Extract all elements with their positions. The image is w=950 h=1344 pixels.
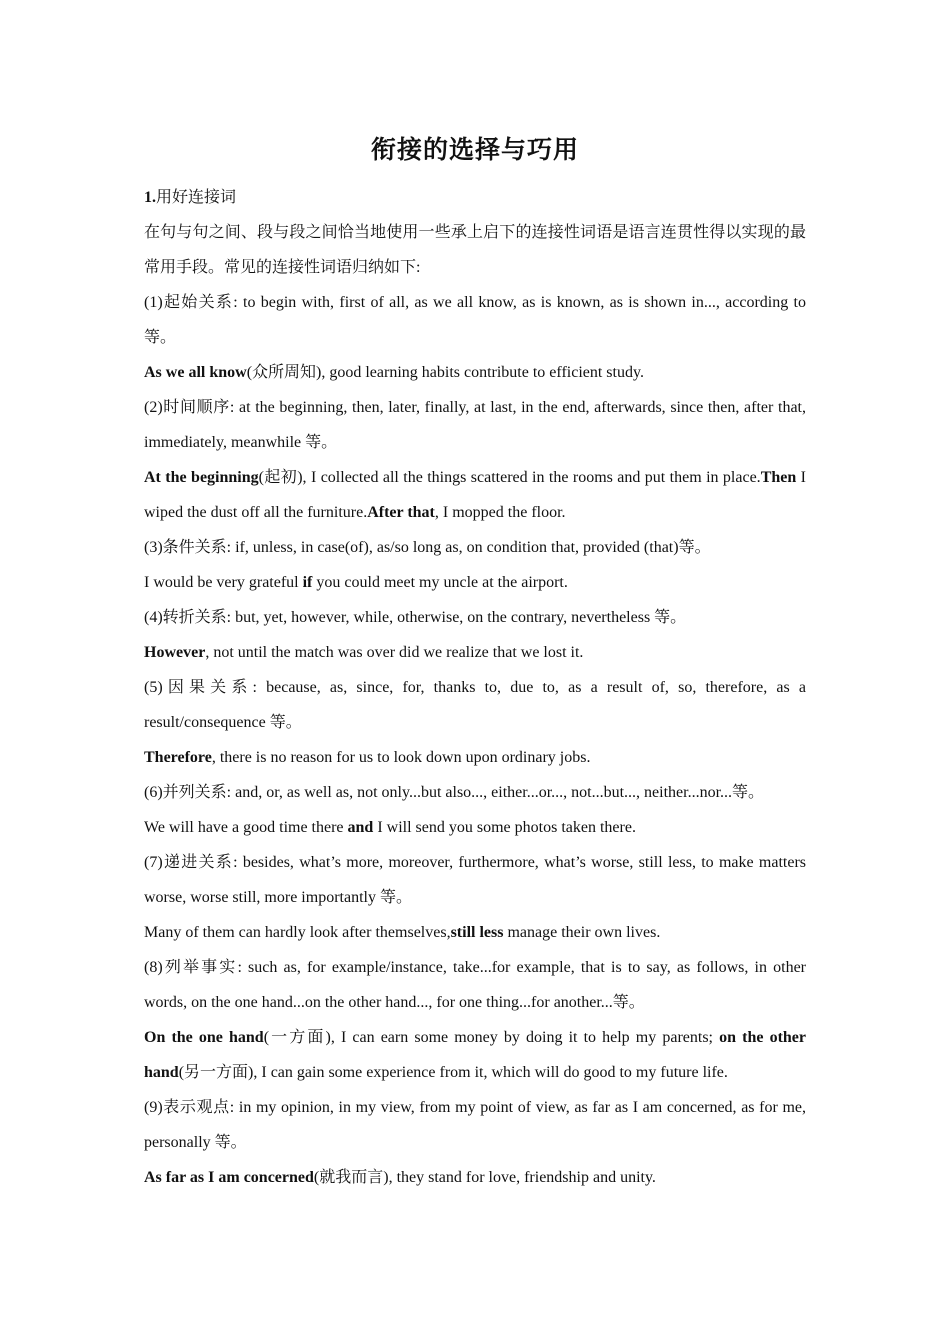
example-sentence: [144, 355, 806, 390]
section-heading-text: 用好连接词: [156, 189, 237, 206]
example-text: , there is no reason for us to look down upon ordinary jobs.: [211, 749, 591, 766]
highlighted-connective: As we all know: [144, 364, 247, 381]
connective-rule: (4)转折关系: but, yet, however, while, otherwise, on the contrary, nevertheless 等。: [144, 609, 687, 626]
example-text: (一方面), I can earn some money by doing it to help my parents;: [263, 1029, 720, 1046]
example-sentence: [144, 1160, 806, 1195]
example-text: manage their own lives.: [503, 924, 661, 941]
example-text: I would be very grateful: [144, 574, 303, 591]
highlighted-connective: Then: [760, 469, 797, 486]
example-text: I will send you some photos taken there.: [373, 819, 636, 836]
example-text: (就我而言), they stand for love, friendship and unity.: [313, 1169, 656, 1186]
connective-rule: (2)时间顺序: at the beginning, then, later, finally, at last, in the end, afterwards, since then, after that, immediately, meanwhile 等。: [144, 399, 806, 451]
connective-rule: (3)条件关系: if, unless, in case(of), as/so long as, on condition that, provided (that)等。: [144, 539, 711, 556]
highlighted-connective: As far as I am concerned: [144, 1169, 314, 1186]
example-text: you could meet my uncle at the airport.: [312, 574, 568, 591]
highlighted-connective: if: [302, 574, 313, 591]
section-heading: [144, 180, 806, 215]
example-text: , not until the match was over did we realize that we lost it.: [205, 644, 584, 661]
highlighted-connective: However: [144, 644, 206, 661]
highlighted-connective: still less: [450, 924, 504, 941]
connective-rule: (6)并列关系: and, or, as well as, not only...but also..., either...or..., not...but..., neither...nor...等。: [144, 784, 765, 801]
connective-rule: (5)因果关系: because, as, since, for, thanks to, due to, as a result of, so, therefore, as a result/consequence 等。: [144, 679, 806, 731]
example-sentence: [144, 915, 806, 950]
example-text: I wiped the dust off all the furniture.: [144, 469, 807, 521]
example-text: (众所周知), good learning habits contribute to efficient study.: [246, 364, 644, 381]
intro-paragraph: 在句与句之间、段与段之间恰当地使用一些承上启下的连接性词语是语言连贯性得以实现的最常用手段。常见的连接性词语归纳如下:: [144, 224, 806, 276]
example-text: , I mopped the floor.: [434, 504, 566, 521]
example-sentence: [144, 565, 806, 600]
highlighted-connective: on the other hand: [144, 1029, 807, 1081]
example-sentence: [144, 740, 806, 775]
connective-list: [144, 285, 806, 1195]
connective-rule: (1)起始关系: to begin with, first of all, as we all know, as is known, as is shown in..., according to 等。: [144, 294, 806, 346]
highlighted-connective: At the beginning: [144, 469, 259, 486]
highlighted-connective: After that: [367, 504, 435, 521]
connective-rule: (8)列举事实: such as, for example/instance, take...for example, that is to say, as follows, in other words, on the one hand...on the other hand..., for one thing...for another...等。: [144, 959, 806, 1011]
example-sentence: [144, 460, 806, 530]
document-title: 衔接的选择与巧用: [370, 137, 579, 164]
highlighted-connective: Therefore: [144, 749, 212, 766]
example-text: Many of them can hardly look after themselves,: [144, 924, 451, 941]
example-sentence: [144, 1020, 806, 1090]
connective-rule: (7)递进关系: besides, what’s more, moreover, furthermore, what’s worse, still less, to make matters worse, worse still, more importantly 等。: [144, 854, 806, 906]
example-text: We will have a good time there: [144, 819, 348, 836]
connective-rule: (9)表示观点: in my opinion, in my view, from my point of view, as far as I am concerned, as for me, personally 等。: [144, 1099, 806, 1151]
highlighted-connective: and: [347, 819, 374, 836]
section-number: 1.: [144, 189, 156, 206]
example-sentence: [144, 635, 806, 670]
highlighted-connective: On the one hand: [144, 1029, 264, 1046]
document-page: [144, 132, 806, 1195]
example-sentence: [144, 810, 806, 845]
example-text: (另一方面), I can gain some experience from it, which will do good to my future life.: [178, 1064, 728, 1081]
example-text: (起初), I collected all the things scattered in the rooms and put them in place.: [258, 469, 761, 486]
